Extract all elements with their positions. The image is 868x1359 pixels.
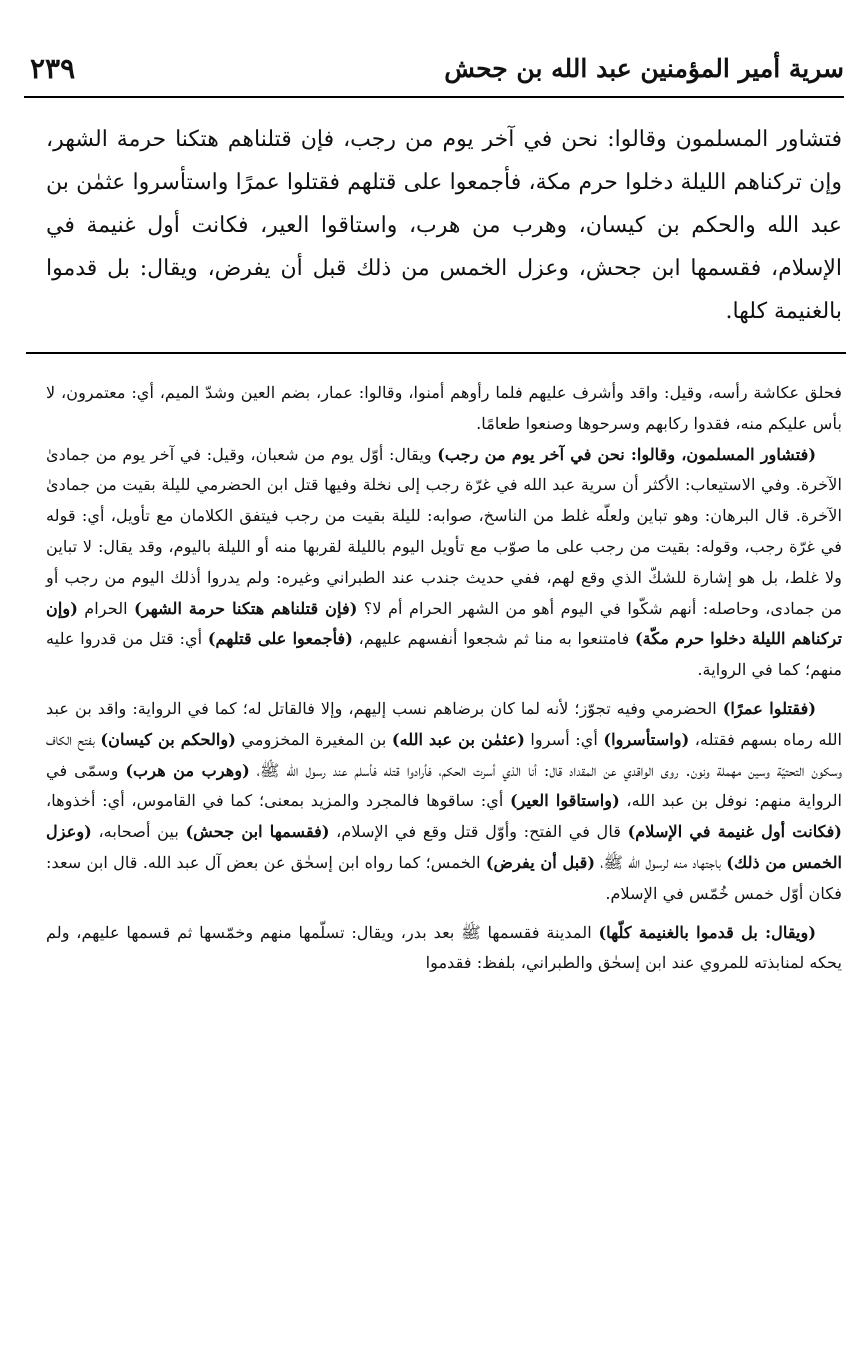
- commentary-paragraph-3: [46, 694, 842, 910]
- quoted-lemma: (فأجمعوا على قتلهم): [207, 629, 353, 649]
- commentary-paragraph-2: [46, 440, 842, 686]
- commentary-text: بفتح الكاف وسكون التحتيّة وسين مهملة ونون. روى الواقدي عن المقداد قال: أنا الذي أسرت الحكم، فأرادوا قتله فأسلم عند رسول الله ﷺ،: [46, 729, 842, 780]
- commentary-text: قال في الفتح: وأوّل قتل وقع في الإسلام،: [329, 822, 628, 842]
- main-text-paragraph: فتشاور المسلمون وقالوا: نحن في آخر يوم من رجب، فإن قتلناهم هتكنا حرمة الشهر، وإن تركناهم الليلة دخلوا حرم مكة، فأجمعوا على قتلهم فقتلوا عمرًا واستأسروا عثمٰن بن عبد الله والحكم بن كيسان، وهرب من هرب، واستاقوا العير، فكانت أول غنيمة في الإسلام، فقسمها ابن جحش، وعزل الخمس من ذلك قبل أن يفرض، ويقال: بل قدموا بالغنيمة كلها.: [46, 127, 842, 324]
- quoted-lemma: (واستاقوا العير): [510, 791, 620, 811]
- quoted-lemma: (فتشاور المسلمون، وقالوا: نحن في آخر يوم من رجب): [437, 444, 816, 464]
- quoted-lemma: (عثمٰن بن عبد الله): [391, 729, 525, 749]
- commentary-text: أي: ساقوها فالمجرد والمزيد بمعنى؛ كما في القاموس، أي: أخذوها،: [46, 791, 511, 811]
- commentary-text: فامتنعوا به منا ثم شجعوا أنفسهم عليهم،: [352, 629, 635, 649]
- commentary-text: الحرام: [77, 598, 135, 618]
- page-header: [24, 52, 844, 92]
- page-number: ٢٣٩: [30, 52, 76, 85]
- quoted-lemma: (وهرب من هرب): [125, 760, 250, 780]
- commentary-text: وسمّى في الرواية منهم: نوفل بن عبد الله،: [46, 760, 842, 811]
- quoted-lemma: (ويقال: بل قدموا بالغنيمة كلّها): [598, 922, 817, 942]
- commentary-divider: [26, 352, 846, 354]
- commentary-text: أي: أسروا: [524, 729, 604, 749]
- commentary-text: بين أصحابه،: [91, 822, 186, 842]
- commentary-text: بن المغيرة المخزومي: [235, 729, 392, 749]
- quoted-lemma: (وإن تركناهم الليلة دخلوا حرم مكّة): [46, 598, 842, 649]
- commentary-text: أي: قتل من قدروا عليه منهم؛ كما في الرواية.: [46, 629, 842, 680]
- main-text-block: [46, 118, 842, 333]
- commentary-paragraph-1: فحلق عكاشة رأسه، وقيل: واقد وأشرف عليهم فلما رأوهم أمنوا، وقالوا: عمار، بضم العين وشدّ الميم، أي: معتمرون، لا بأس عليكم منه، فقدوا ركابهم وسرحوها وصنعوا طعامًا.: [46, 383, 842, 433]
- quoted-lemma: (وعزل الخمس من ذلك): [46, 822, 842, 872]
- header-rule: [24, 96, 844, 98]
- commentary-block: [46, 378, 842, 979]
- commentary-paragraph-4: [46, 918, 842, 980]
- quoted-lemma: (فقسمها ابن جحش): [185, 822, 330, 842]
- quoted-lemma: (فقتلوا عمرًا): [722, 698, 816, 718]
- running-title: سرية أمير المؤمنين عبد الله بن جحش: [444, 54, 844, 83]
- commentary-text: الحضرمي وفيه تجوّز؛ لأنه لما كان برضاهم نسب إليهم، وإلا فالقاتل له؛ كما في الرواية: واقد بن عبد الله رماه بسهم فقتله،: [46, 698, 842, 749]
- commentary-text: الخمس؛ كما رواه ابن إسحٰق عن بعض آل عبد الله. قال ابن سعد: فكان أوّل خمس خُمّس في الإسلام.: [46, 852, 842, 903]
- commentary-text: ويقال: أوّل يوم من شعبان، وقيل: في آخر يوم من جمادىٰ الآخرة. وفي الاستيعاب: الأكثر أن سرية عبد الله في غرّة رجب إلى نخلة وفيها قتل ابن الحضرمي لليلة بقيت من جمادىٰ الآخرة. قال البرهان: وهو تباين ولعلّه غلط من الناسخ، صوابه: لليلة بقيت من رجب فيتفق الكلامان مع تأويل، أي: قوله في غرّة رجب، وقوله: بقيت من رجب على ما صوّب مع تأويل اليوم بالليلة لقربها منه أو الليلة باليوم، وقد يقال: لا تباين ولا غلط، بل هو إشارة للشكّ الذي وقع لهم، ففي حديث جندب عند الطبراني وغيره: ولم يدروا أذلك اليوم من رجب أو من جمادى، وحاصله: أنهم شكّوا في اليوم أهو من الشهر الحرام أم لا؟: [46, 444, 842, 618]
- quoted-lemma: (واستأسروا): [603, 729, 690, 749]
- commentary-text: المدينة فقسمها ﷺ بعد بدر، ويقال: تسلّمها منهم وخمّسها ثم قسمها عليهم، ولم يحكه لمنابذته للمروي عند ابن إسحٰق والطبراني، بلفظ: فقدموا: [46, 922, 842, 973]
- quoted-lemma: (والحكم بن كيسان): [100, 729, 236, 749]
- quoted-lemma: (فكانت أول غنيمة في الإسلام): [627, 822, 842, 842]
- quoted-lemma: (قبل أن يفرض): [485, 852, 596, 872]
- quoted-lemma: (فإن قتلناهم هتكنا حرمة الشهر): [134, 598, 358, 618]
- commentary-text: باجتهاد منه لرسول الله ﷺ،: [595, 852, 727, 872]
